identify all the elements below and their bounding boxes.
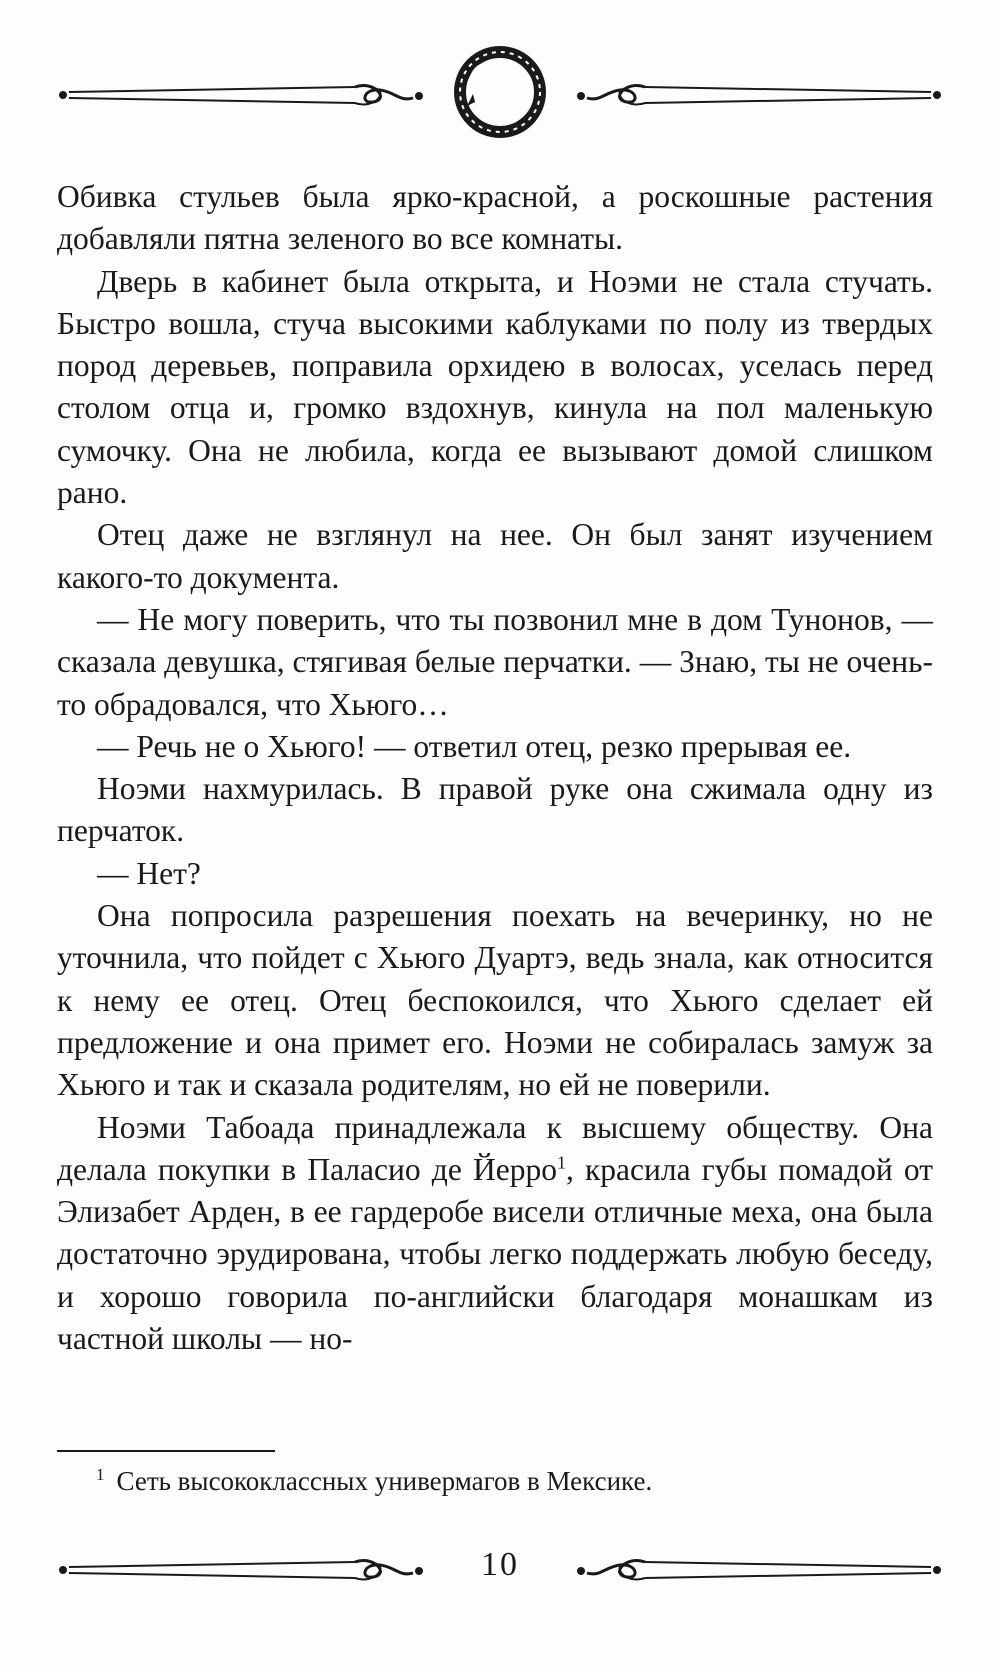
top-left-flourish — [59, 86, 423, 105]
paragraph-with-footnote — [57, 1107, 933, 1361]
footnote-text: Сеть высококлассных универмагов в Мексике. — [116, 1466, 653, 1496]
top-right-flourish — [577, 86, 941, 105]
paragraph: Дверь в кабинет была открыта, и Ноэми не стала стучать. Быстро вошла, стуча высокими каблуками по полу из твердых пород деревьев, поправила орхидею в волосах, уселась перед столом отца и, громко вздохнув, кинула на пол маленькую сумочку. Она не любила, когда ее вызывают домой слишком рано. — [57, 263, 933, 511]
paragraph: — Не могу поверить, что ты позвонил мне в дом Тунонов, — сказала девушка, стягивая белые перчатки. — Знаю, ты не очень-то обрадовался, что Хьюго… — [57, 601, 933, 722]
snake-ring-emblem — [460, 52, 540, 132]
page-number: 10 — [481, 1546, 519, 1583]
footnote-divider — [57, 1450, 275, 1452]
footnote-reference: 1 — [556, 1152, 566, 1173]
footnote-mark: 1 — [96, 1465, 105, 1484]
top-ornament — [55, 40, 945, 160]
paragraph: — Речь не о Хьюго! — ответил отец, резко прерывая ее. — [97, 728, 852, 764]
paragraph-text: , красила губы помадой от Элизабет Арден, в ее гардеробе висели отличные меха, она была достаточно эрудирована, чтобы легко поддержать любую беседу, и хорошо говорила по-английски благодаря монашкам из частной школы — но- — [57, 1151, 933, 1357]
paragraph: Отец даже не взглянул на нее. Он был занят изучением какого-то документа. — [57, 517, 933, 595]
paragraph: Обивка стульев была ярко-красной, а роскошные растения добавляли пятна зеленого во все комнаты. — [57, 179, 933, 257]
main-text — [57, 176, 933, 1360]
paragraph: — Нет? — [97, 855, 201, 891]
footnote — [96, 1463, 926, 1499]
paragraph: Она попросила разрешения поехать на вечеринку, но не уточнила, что пойдет с Хьюго Дуартэ, ведь знала, как относится к нему ее отец. Отец беспокоился, что Хьюго сделает ей предложение и она примет его. Ноэми не собиралась замуж за Хьюго и так и сказала родителям, но ей не поверили. — [57, 898, 933, 1103]
paragraph-text: Ноэми Табоада принадлежала к высшему обществу. Она делала покупки в Паласио де Йерро — [57, 1109, 933, 1187]
bottom-left-flourish — [59, 1561, 423, 1580]
bottom-right-flourish — [577, 1561, 941, 1580]
paragraph: Ноэми нахмурилась. В правой руке она сжимала одну из перчаток. — [57, 771, 933, 849]
